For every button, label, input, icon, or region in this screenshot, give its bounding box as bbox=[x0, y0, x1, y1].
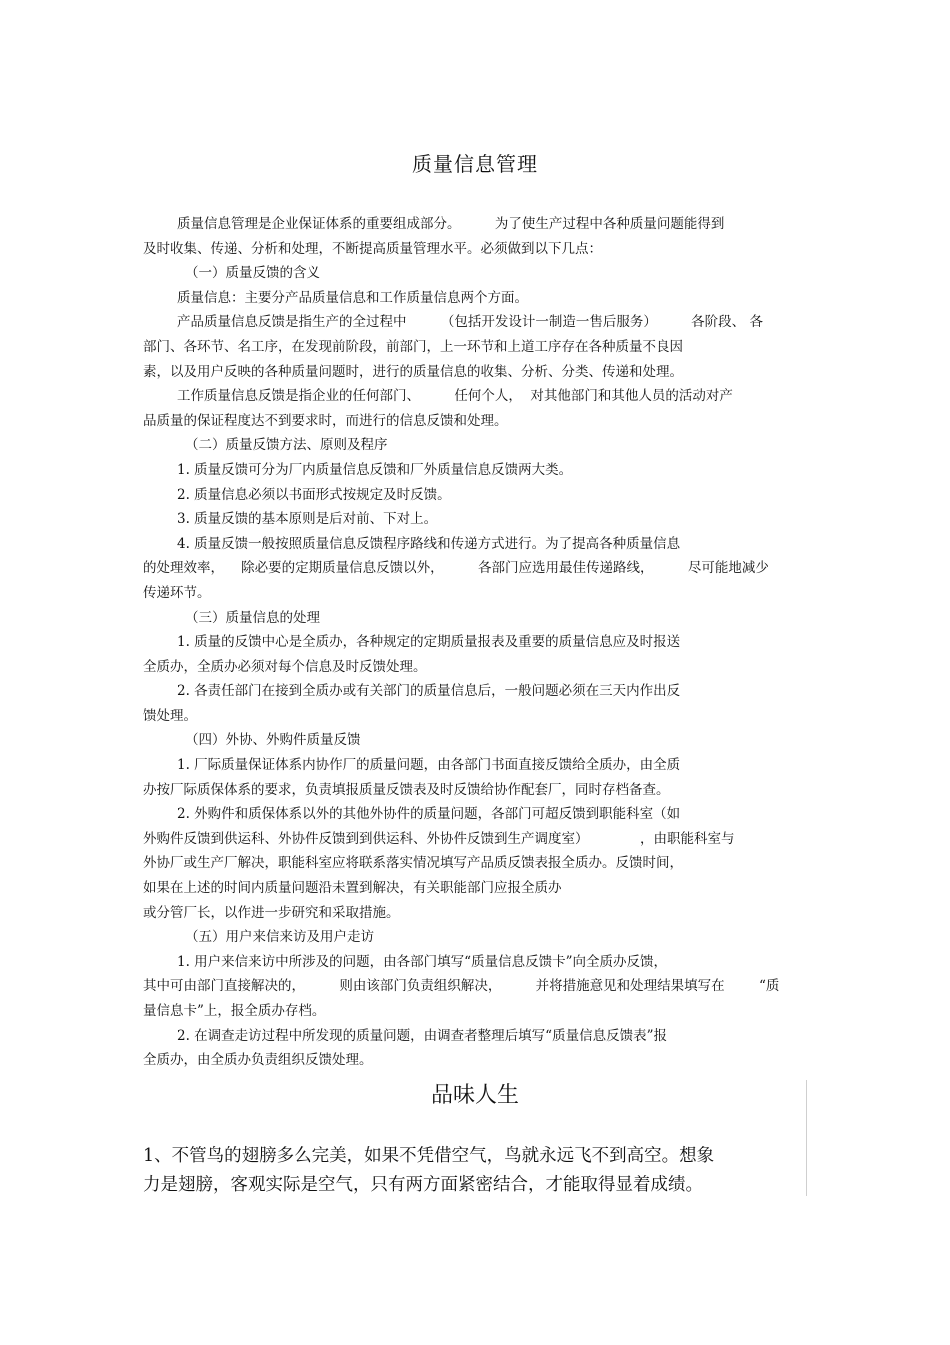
body-line: 素，以及用户反映的各种质量问题时，进行的质量信息的收集、分析、分类、传递和处理。 bbox=[143, 363, 683, 380]
body-line: （四）外协、外购件质量反馈 bbox=[185, 732, 361, 749]
body-line: 外协厂或生产厂解决，职能科室应将联系落实情况填写产品质反馈表报全质办。反馈时间， bbox=[143, 855, 683, 872]
body-line: 3. 质量反馈的基本原则是后对前、下对上。 bbox=[177, 511, 438, 528]
body-line: 馈处理。 bbox=[143, 707, 197, 724]
body-line: 如果在上述的时间内质量问题沿未置到解决，有关职能部门应报全质办 bbox=[143, 880, 562, 897]
body-line: 品质量的保证程度达不到要求时，而进行的信息反馈和处理。 bbox=[143, 412, 508, 429]
body-line: 1. 质量的反馈中心是全质办，各种规定的定期质量报表及重要的质量信息应及时报送 bbox=[177, 634, 681, 651]
body-line: 外购件反馈到供运科、外协件反馈到到供运科、外协件反馈到生产调度室） ，由职能科室与 bbox=[143, 830, 735, 847]
section-body bbox=[143, 1142, 803, 1200]
body-line: 1. 质量反馈可分为厂内质量信息反馈和厂外质量信息反馈两大类。 bbox=[177, 461, 573, 478]
body-line: 质量信息：主要分产品质量信息和工作质量信息两个方面。 bbox=[177, 289, 528, 306]
document-title: 质量信息管理 bbox=[412, 152, 538, 176]
body-line: 全质办，由全质办负责组织反馈处理。 bbox=[143, 1052, 373, 1069]
body-line: 工作质量信息反馈是指企业的任何部门、 任何个人， 对其他部门和其他人员的活动对产 bbox=[177, 388, 733, 405]
body-line: 2. 各责任部门在接到全质办或有关部门的质量信息后，一般问题必须在三天内作出反 bbox=[177, 683, 681, 700]
body-line: 质量信息管理是企业保证体系的重要组成部分。 为了使生产过程中各种质量问题能得到 bbox=[177, 216, 725, 232]
body-line: 1. 用户来信来访中所涉及的问题，由各部门填写“质量信息反馈卡”向全质办反馈， bbox=[177, 953, 667, 970]
body-line: 2. 在调查走访过程中所发现的质量问题，由调查者整理后填写“质量信息反馈表”报 bbox=[177, 1027, 667, 1044]
body-line: 量信息卡”上，报全质办存档。 bbox=[143, 1003, 326, 1019]
body-line: 部门、各环节、名工序，在发现前阶段，前部门，上一环节和上道工序存在各种质量不良因 bbox=[143, 338, 683, 355]
body-line: （三）质量信息的处理 bbox=[185, 609, 320, 626]
body-line: 2. 质量信息必须以书面形式按规定及时反馈。 bbox=[177, 486, 451, 503]
body-line: 其中可由部门直接解决的， 则由该部门负责组织解决， 并将措施意见和处理结果填写在 “质 bbox=[143, 978, 780, 995]
body-line: 2. 外购件和质保体系以外的其他外协件的质量问题，各部门可超反馈到职能科室（如 bbox=[177, 806, 681, 823]
body-line: 办按厂际质保体系的要求，负责填报质量反馈表及时反馈给协作配套厂，同时存档备查。 bbox=[143, 781, 670, 798]
body-line: 全质办，全质办必须对每个信息及时反馈处理。 bbox=[143, 658, 427, 675]
section-title: 品味人生 bbox=[430, 1083, 519, 1108]
body-line: 或分管厂长，以作进一步研究和采取措施。 bbox=[143, 904, 400, 921]
body-line: （五）用户来信来访及用户走访 bbox=[185, 929, 374, 946]
body-line: 产品质量信息反馈是指生产的全过程中 （包括开发设计一制造一售后服务） 各阶段、 各 bbox=[177, 314, 763, 331]
body-line: （二）质量反馈方法、原则及程序 bbox=[185, 437, 388, 454]
body-line: （一）质量反馈的含义 bbox=[185, 265, 320, 282]
body-line: 的处理效率， 除必要的定期质量信息反馈以外， 各部门应选用最佳传递路线， 尽可能地减少 bbox=[143, 560, 769, 577]
body-line: 1. 厂际质量保证体系内协作厂的质量问题，由各部门书面直接反馈给全质办，由全质 bbox=[177, 757, 681, 774]
body-line: 及时收集、传递、分析和处理，不断提高质量管理水平。必须做到以下几点： bbox=[143, 240, 602, 257]
body-line: 4. 质量反馈一般按照质量信息反馈程序路线和传递方式进行。为了提高各种质量信息 bbox=[177, 535, 681, 552]
body-line: 传递环节。 bbox=[143, 584, 211, 601]
document-body bbox=[143, 212, 808, 1073]
section-line: 1、不管鸟的翅膀多么完美，如果不凭借空气，鸟就永远飞不到高空。想象 bbox=[143, 1146, 715, 1166]
section-line: 力是翅膀，客观实际是空气，只有两方面紧密结合，才能取得显着成绩。 bbox=[143, 1175, 703, 1195]
